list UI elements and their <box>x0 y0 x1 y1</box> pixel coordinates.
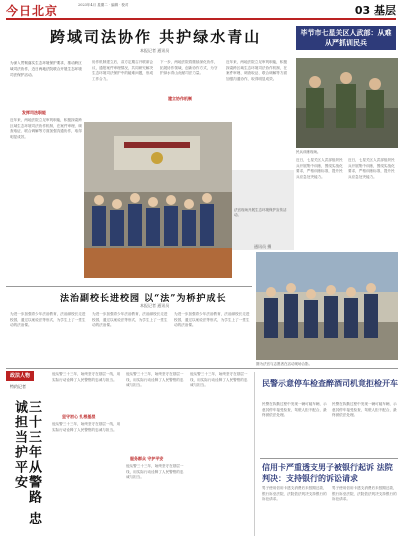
second-col-1: 为进一步加强青少年法治教育，法治副校长走进校园，通过以案说法等形式，为学生上了一堂生动的法治课。 <box>10 312 86 327</box>
lower-photo <box>256 252 398 360</box>
side-photo <box>296 58 398 148</box>
newspaper-logo: 今日北京 <box>6 4 59 18</box>
story4-headline: 民警示意停车检查醉酒司机竟拒检开车 <box>262 378 398 388</box>
main-subhead-2: 建立协作机制 <box>168 96 192 101</box>
main-lead: 为深入贯彻落实生态环境保护要求，推动跨区域司法协作，近日两地法院联合开展生态环境司法保护活动。 <box>10 61 82 77</box>
main-col-3: 下一步，两地法院将继续深化协作，拓展协作领域，创新协作方式，为守护绿水青山贡献司法力量。 <box>160 60 218 75</box>
story4-col-2: 民警在执勤过程中发现一辆可疑车辆，示意其停车接受检查，驾驶人拒不配合，最终被依法处理。 <box>332 402 397 417</box>
section-rule-2 <box>6 368 398 369</box>
group-photo-image <box>256 252 398 360</box>
lower-photo-caption: 图为法官与志愿者在活动现场合影。 <box>256 362 312 366</box>
second-col-2: 为进一步加强青少年法治教育，法治副校长走进校园，通过以案说法等形式，为学生上了一堂生动的法治课。 <box>92 312 168 327</box>
main-photo <box>84 122 232 278</box>
story5-col-1: 男子使用信用卡透支消费后未按期还款，银行诉至法院，法院依法判决支持银行的诉讼请求。 <box>262 486 327 501</box>
column-subhead-2: 服务群众 守护平安 <box>130 456 164 461</box>
story5-headline: 信用卡严重透支男子被银行起诉 法院判决：支持银行的诉讼请求 <box>262 462 393 483</box>
column-col-2: 他从警三十三年，始终坚守在基层一线，用实际行动诠释了人民警察的忠诚与担当。 <box>126 372 184 387</box>
column-col-4: 他从警三十三年，始终坚守在基层一线，用实际行动诠释了人民警察的忠诚与担当。 <box>190 372 248 387</box>
second-col-3: 为进一步加强青少年法治教育，法治副校长走进校园，通过以案说法等形式，为学生上了一堂生动的法治课。 <box>174 312 250 327</box>
second-byline: 本报记者 通讯员 <box>140 303 170 308</box>
militia-training-image <box>296 58 398 148</box>
side-credit: 通讯员 摄 <box>254 244 272 249</box>
column-author: 特约记者 <box>10 384 26 389</box>
main-byline: 本报记者 通讯员 <box>140 48 170 53</box>
court-activity-image <box>84 122 232 278</box>
column-vertical-title: 三十三年从警路 忠诚担当护平安 <box>12 400 41 527</box>
main-col-2: 协作机制建立后，双方定期召开联席会议，通报案件审理情况，共同研究解决生态环境司法保护中的疑难问题，形成工作合力。 <box>92 60 154 81</box>
main-subhead-1: 发挥司法职能 <box>22 110 46 115</box>
section-rule-3 <box>260 458 398 459</box>
column-intro: 他从警三十三年，始终坚守在基层一线，用实际行动诠释了人民警察的忠诚与担当。 <box>52 372 121 382</box>
story5-col-2: 男子使用信用卡透支消费后未按期还款，银行诉至法院，法院依法判决支持银行的诉讼请求。 <box>332 486 397 501</box>
page-label: 03 基层 <box>354 4 396 17</box>
header-rule <box>6 18 396 20</box>
main-headline: 跨域司法协作 共护绿水青山 <box>50 28 262 46</box>
section-rule-1 <box>6 286 252 287</box>
column-tag: 政法人物 <box>6 371 34 381</box>
side-headline: 毕节市七星关区人武部：从难从严抓训民兵 <box>296 26 396 50</box>
main-col-4: 近年来，两地法院立足审判职能，积极探索跨区域生态环境司法协作机制，在案件审理、调查取证、联合调解等方面加强沟通协作，取得明显成效。 <box>226 60 288 81</box>
main-photo-caption: 法官现场开展生态环境保护宣传活动。 <box>234 208 287 217</box>
issue-date: 2023年4月 星期二 · 编辑 · 校对 <box>78 3 129 7</box>
second-headline: 法治副校长进校园 以“法”为桥护成长 <box>60 294 227 304</box>
column-subhead-1: 坚守初心 扎根基层 <box>62 414 96 419</box>
masthead <box>0 0 402 22</box>
column-col-3: 他从警三十三年，始终坚守在基层一线，用实际行动诠释了人民警察的忠诚与担当。 <box>126 464 184 479</box>
side-body-1: 近日，七星关区人武部组织民兵开展集中训练，围绕实战化要求，严格训练标准，提升民兵应急处突能力。 <box>296 158 343 179</box>
story4-col-1: 民警在执勤过程中发现一辆可疑车辆，示意其停车接受检查，驾驶人拒不配合，最终被依法处理。 <box>262 402 327 417</box>
column-col-1: 他从警三十三年，始终坚守在基层一线，用实际行动诠释了人民警察的忠诚与担当。 <box>52 422 121 432</box>
column-divider <box>254 372 255 536</box>
main-col-1: 近年来，两地法院立足审判职能，积极探索跨区域生态环境司法协作机制，在案件审理、调查取证、联合调解等方面加强沟通协作，取得明显成效。 <box>10 118 82 139</box>
side-body-2: 近日，七星关区人武部组织民兵开展集中训练，围绕实战化要求，严格训练标准，提升民兵应急处突能力。 <box>348 158 395 179</box>
side-photo-caption: 民兵训练现场。 <box>296 150 321 154</box>
